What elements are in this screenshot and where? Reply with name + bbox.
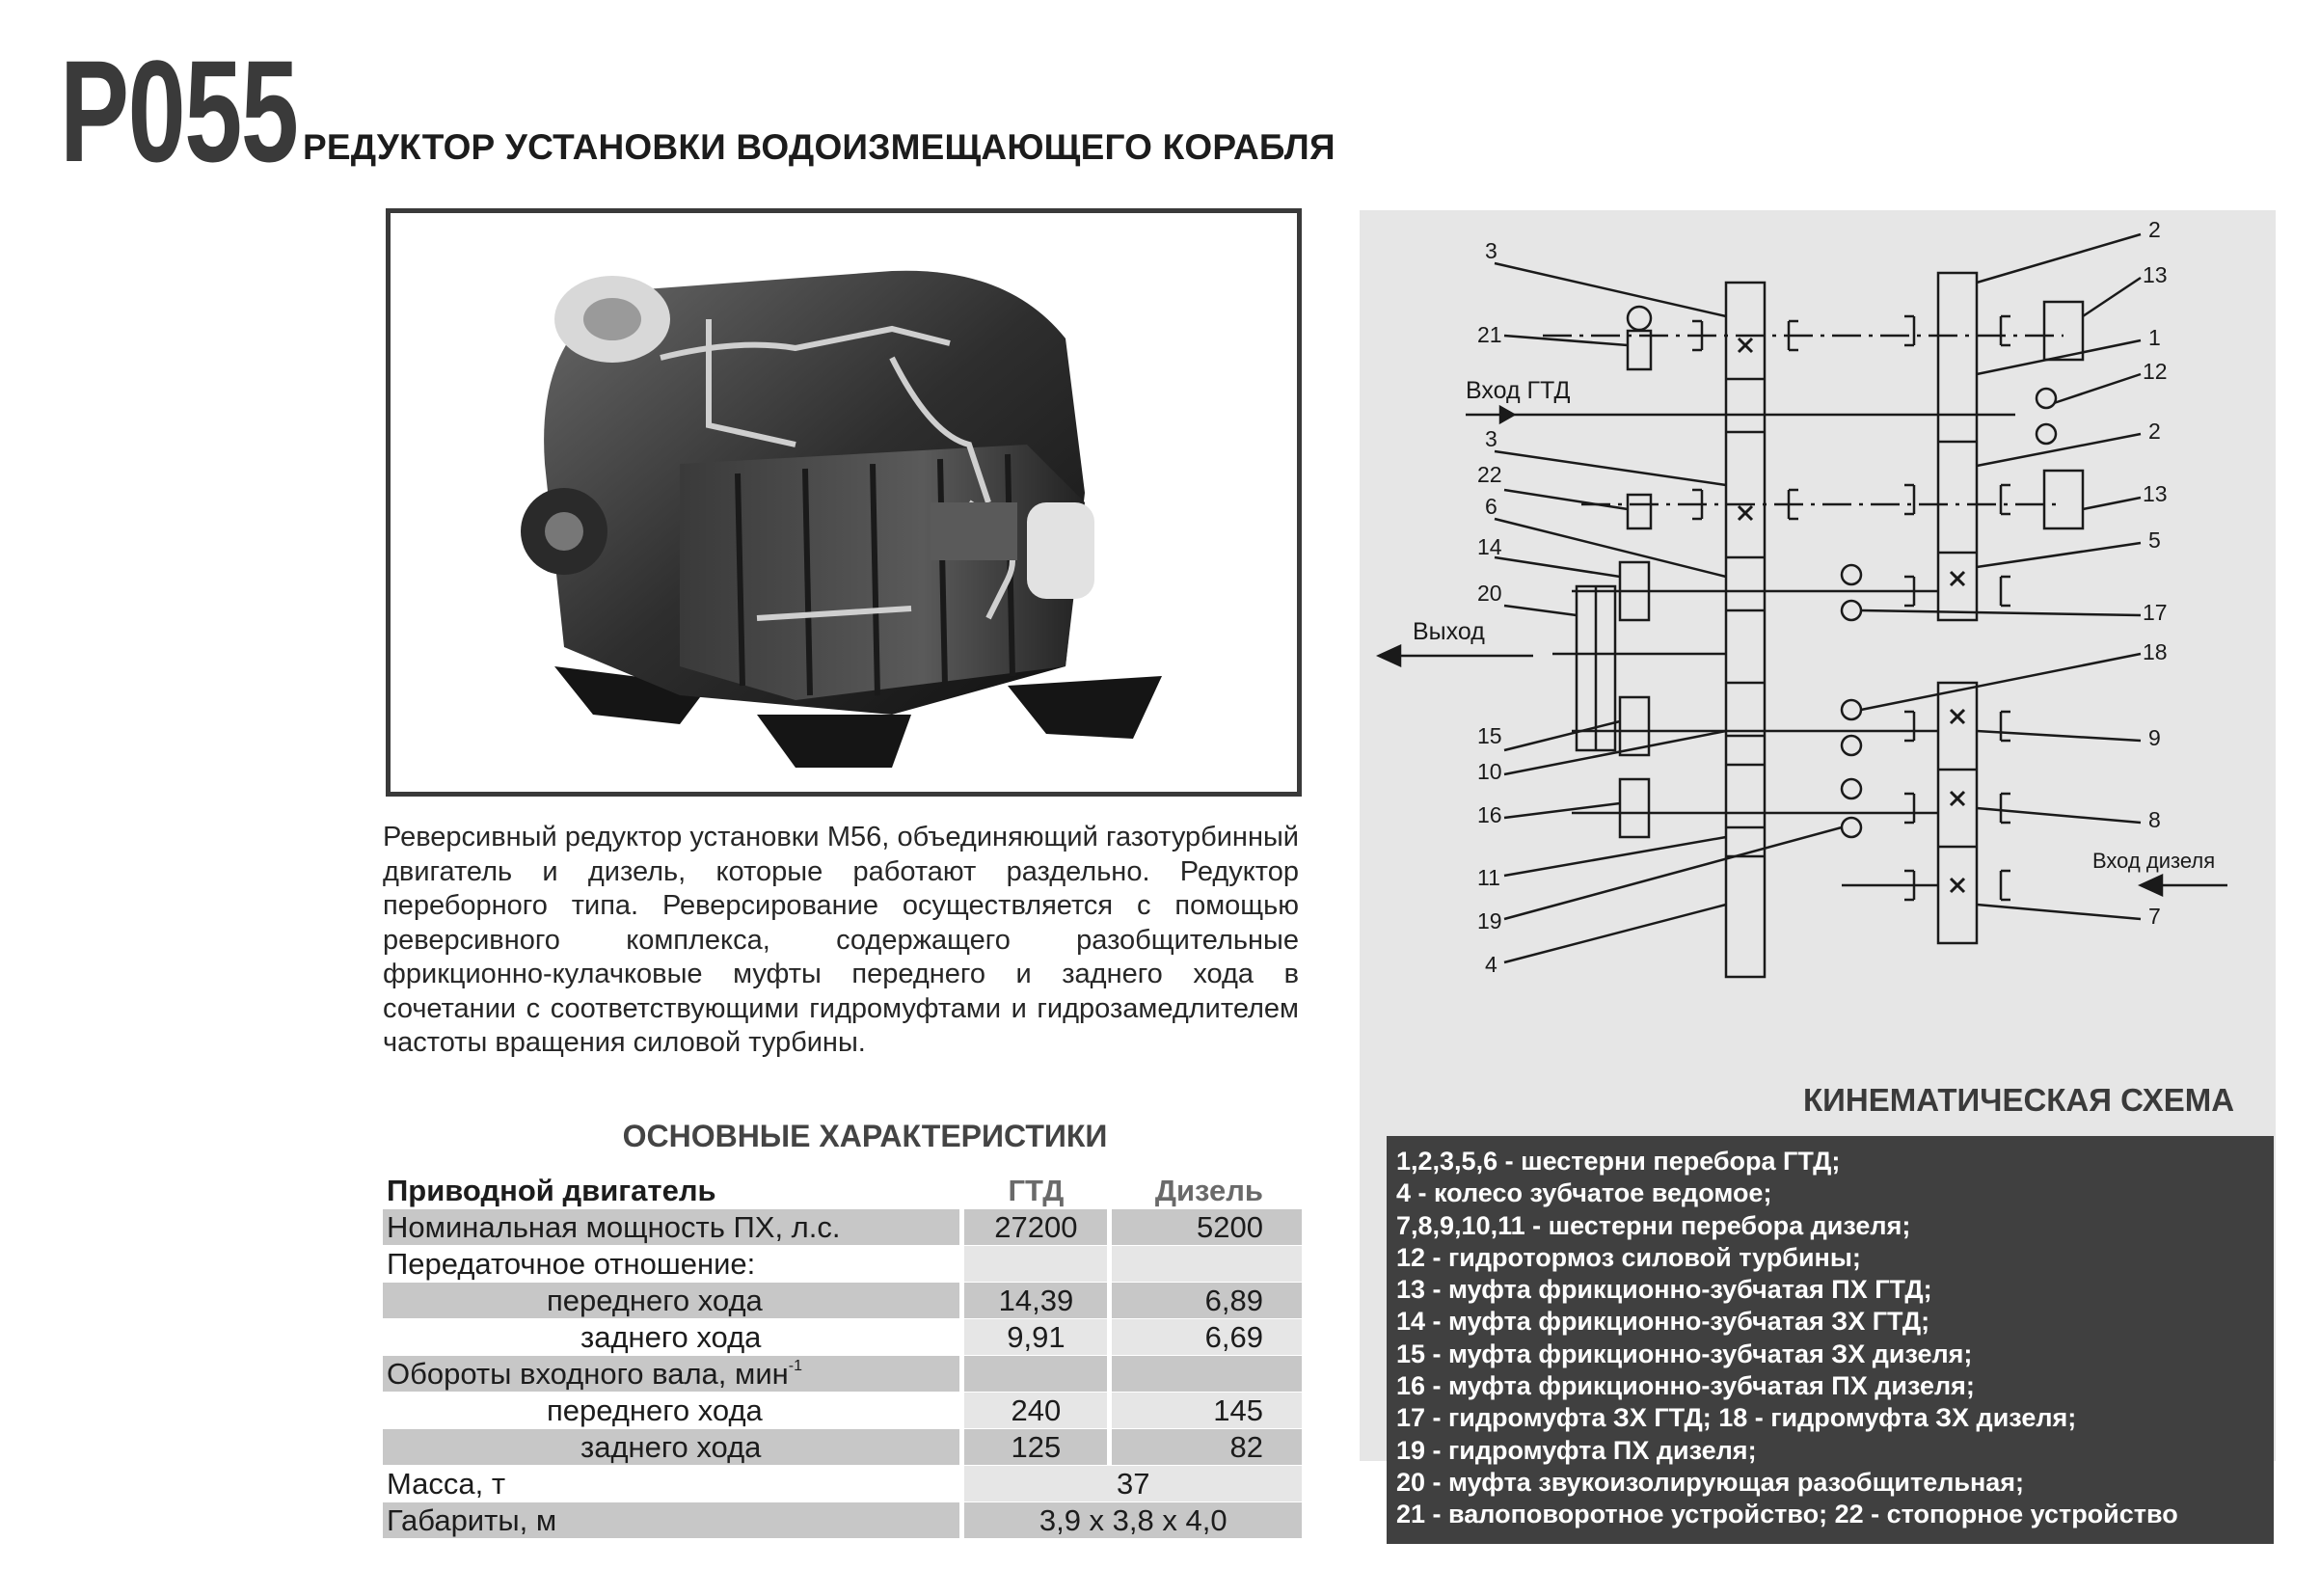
legend-item: 19 - гидромуфта ПХ дизеля; bbox=[1396, 1435, 1757, 1465]
legend-item: 14 - муфта фрикционно-зубчатая ЗХ ГТД; bbox=[1396, 1307, 1930, 1337]
description bbox=[383, 821, 1299, 1061]
legend-item: 20 - муфта звукоизолирующая разобщительная; bbox=[1396, 1467, 2025, 1497]
description-text: Реверсивный редуктор установки М56, объединяющий газотурбинный двигатель и дизель, которые работают раздельно. Редуктор переборного типа. Реверсирование осуществляется с помощью реверсивного комплекса, содержащего разобщительные фрикционно-кулачковые муфты переднего и заднего хода в сочетании с соответствующими гидромуфтами и гидрозамедлителем частоты вращения силовой турбины. bbox=[383, 822, 1299, 1058]
callout-left-3: 3 bbox=[1485, 426, 1497, 451]
table-row bbox=[383, 1466, 1302, 1502]
diagram-title: КИНЕМАТИЧЕСКАЯ СХЕМА bbox=[1803, 1082, 2235, 1118]
row-diesel-value: 145 bbox=[1110, 1393, 1302, 1429]
specs-header-param: Приводной двигатель bbox=[387, 1174, 716, 1207]
row-param-sup: -1 bbox=[788, 1358, 803, 1374]
row-param-text: Обороты входного вала, мин bbox=[387, 1357, 789, 1391]
row-param: переднего хода bbox=[383, 1283, 962, 1319]
callout-right-10: 9 bbox=[2148, 725, 2161, 750]
specs-table bbox=[383, 1173, 1302, 1539]
callout-left-2: 21 bbox=[1477, 322, 1502, 347]
row-gtd-value: 240 bbox=[962, 1393, 1110, 1429]
table-row bbox=[383, 1356, 1302, 1393]
callout-right-8: 17 bbox=[2143, 600, 2168, 625]
row-param: Номинальная мощность ПХ, л.с. bbox=[383, 1209, 962, 1246]
legend-item: 13 - муфта фрикционно-зубчатая ПХ ГТД; bbox=[1396, 1275, 1932, 1305]
row-diesel-value: 82 bbox=[1110, 1429, 1302, 1466]
row-param: заднего хода bbox=[383, 1429, 962, 1466]
callout-right-12: 7 bbox=[2148, 904, 2161, 929]
table-row bbox=[383, 1429, 1302, 1466]
row-param: Передаточное отношение: bbox=[387, 1247, 756, 1281]
row-param: заднего хода bbox=[580, 1320, 762, 1354]
callout-right-2: 13 bbox=[2143, 262, 2168, 287]
callout-right-5: 2 bbox=[2148, 419, 2161, 444]
specs-header-gtd: ГТД bbox=[962, 1173, 1110, 1209]
callout-left-5: 6 bbox=[1485, 494, 1497, 519]
row-param bbox=[383, 1356, 962, 1393]
callout-left-11: 11 bbox=[1477, 865, 1500, 890]
callout-left-9: 10 bbox=[1477, 759, 1502, 784]
callout-right-11: 8 bbox=[2148, 807, 2161, 832]
legend-item: 16 - муфта фрикционно-зубчатая ПХ дизеля; bbox=[1396, 1371, 1975, 1401]
document-code: Р055 bbox=[60, 30, 298, 192]
legend-item: 4 - колесо зубчатое ведомое; bbox=[1396, 1178, 1772, 1208]
gearbox-photo bbox=[386, 208, 1302, 797]
specs-header-row bbox=[383, 1173, 1302, 1209]
legend-item: 15 - муфта фрикционно-зубчатая ЗХ дизеля; bbox=[1396, 1339, 1973, 1368]
legend-item: 1,2,3,5,6 - шестерни перебора ГТД; bbox=[1396, 1147, 1841, 1176]
diagram-legend bbox=[1387, 1136, 2274, 1544]
callout-left-13: 4 bbox=[1485, 952, 1497, 977]
callout-right-1: 2 bbox=[2148, 217, 2161, 242]
row-diesel-value: 6,89 bbox=[1110, 1283, 1302, 1319]
callout-left-4: 22 bbox=[1477, 462, 1502, 487]
row-diesel-value bbox=[1110, 1246, 1302, 1283]
callout-left-10: 16 bbox=[1477, 802, 1502, 827]
callout-left-7: 20 bbox=[1477, 581, 1502, 606]
legend-item: 17 - гидромуфта ЗХ ГТД; 18 - гидромуфта ЗХ дизеля; bbox=[1396, 1403, 2077, 1433]
table-row bbox=[383, 1246, 1302, 1283]
callout-right-3: 1 bbox=[2148, 325, 2161, 350]
row-gtd-value bbox=[962, 1246, 1110, 1283]
label-input-gtd: Вход ГТД bbox=[1466, 377, 1571, 404]
callout-left-6: 14 bbox=[1477, 534, 1502, 559]
specs-title: ОСНОВНЫЕ ХАРАКТЕРИСТИКИ bbox=[622, 1119, 1108, 1153]
row-param: Масса, т bbox=[387, 1467, 506, 1501]
callout-right-6: 13 bbox=[2143, 481, 2168, 506]
callout-left-8: 15 bbox=[1477, 723, 1502, 748]
row-diesel-value: 6,69 bbox=[1110, 1319, 1302, 1356]
row-gtd-value: 125 bbox=[962, 1429, 1110, 1466]
specs-header-diesel: Дизель bbox=[1110, 1173, 1302, 1209]
label-output: Выход bbox=[1413, 618, 1485, 645]
callout-left-12: 19 bbox=[1477, 908, 1502, 933]
row-gtd-value: 14,39 bbox=[962, 1283, 1110, 1319]
gearbox-illustration bbox=[391, 213, 1297, 792]
row-value: 37 bbox=[962, 1466, 1302, 1502]
row-value: 3,9 х 3,8 х 4,0 bbox=[962, 1502, 1302, 1539]
row-diesel-value bbox=[1110, 1356, 1302, 1393]
callout-left-1: 3 bbox=[1485, 238, 1497, 263]
row-gtd-value: 27200 bbox=[962, 1209, 1110, 1246]
callout-right-9: 18 bbox=[2143, 639, 2168, 664]
row-param: Габариты, м bbox=[383, 1502, 962, 1539]
table-row bbox=[383, 1393, 1302, 1429]
page-title: РЕДУКТОР УСТАНОВКИ ВОДОИЗМЕЩАЮЩЕГО КОРАБЛЯ bbox=[303, 127, 1335, 167]
table-row bbox=[383, 1319, 1302, 1356]
row-diesel-value: 5200 bbox=[1110, 1209, 1302, 1246]
legend-item: 12 - гидротормоз силовой турбины; bbox=[1396, 1242, 1861, 1272]
label-input-diesel: Вход дизеля bbox=[2092, 849, 2216, 873]
callout-right-4: 12 bbox=[2143, 359, 2168, 384]
table-row bbox=[383, 1502, 1302, 1539]
row-gtd-value: 9,91 bbox=[962, 1319, 1110, 1356]
legend-item: 7,8,9,10,11 - шестерни перебора дизеля; bbox=[1396, 1210, 1911, 1240]
callout-right-7: 5 bbox=[2148, 527, 2161, 553]
row-gtd-value bbox=[962, 1356, 1110, 1393]
table-row bbox=[383, 1283, 1302, 1319]
row-param: переднего хода bbox=[547, 1393, 763, 1427]
table-row bbox=[383, 1209, 1302, 1246]
legend-item: 21 - валоповоротное устройство; 22 - стопорное устройство bbox=[1396, 1500, 2178, 1529]
